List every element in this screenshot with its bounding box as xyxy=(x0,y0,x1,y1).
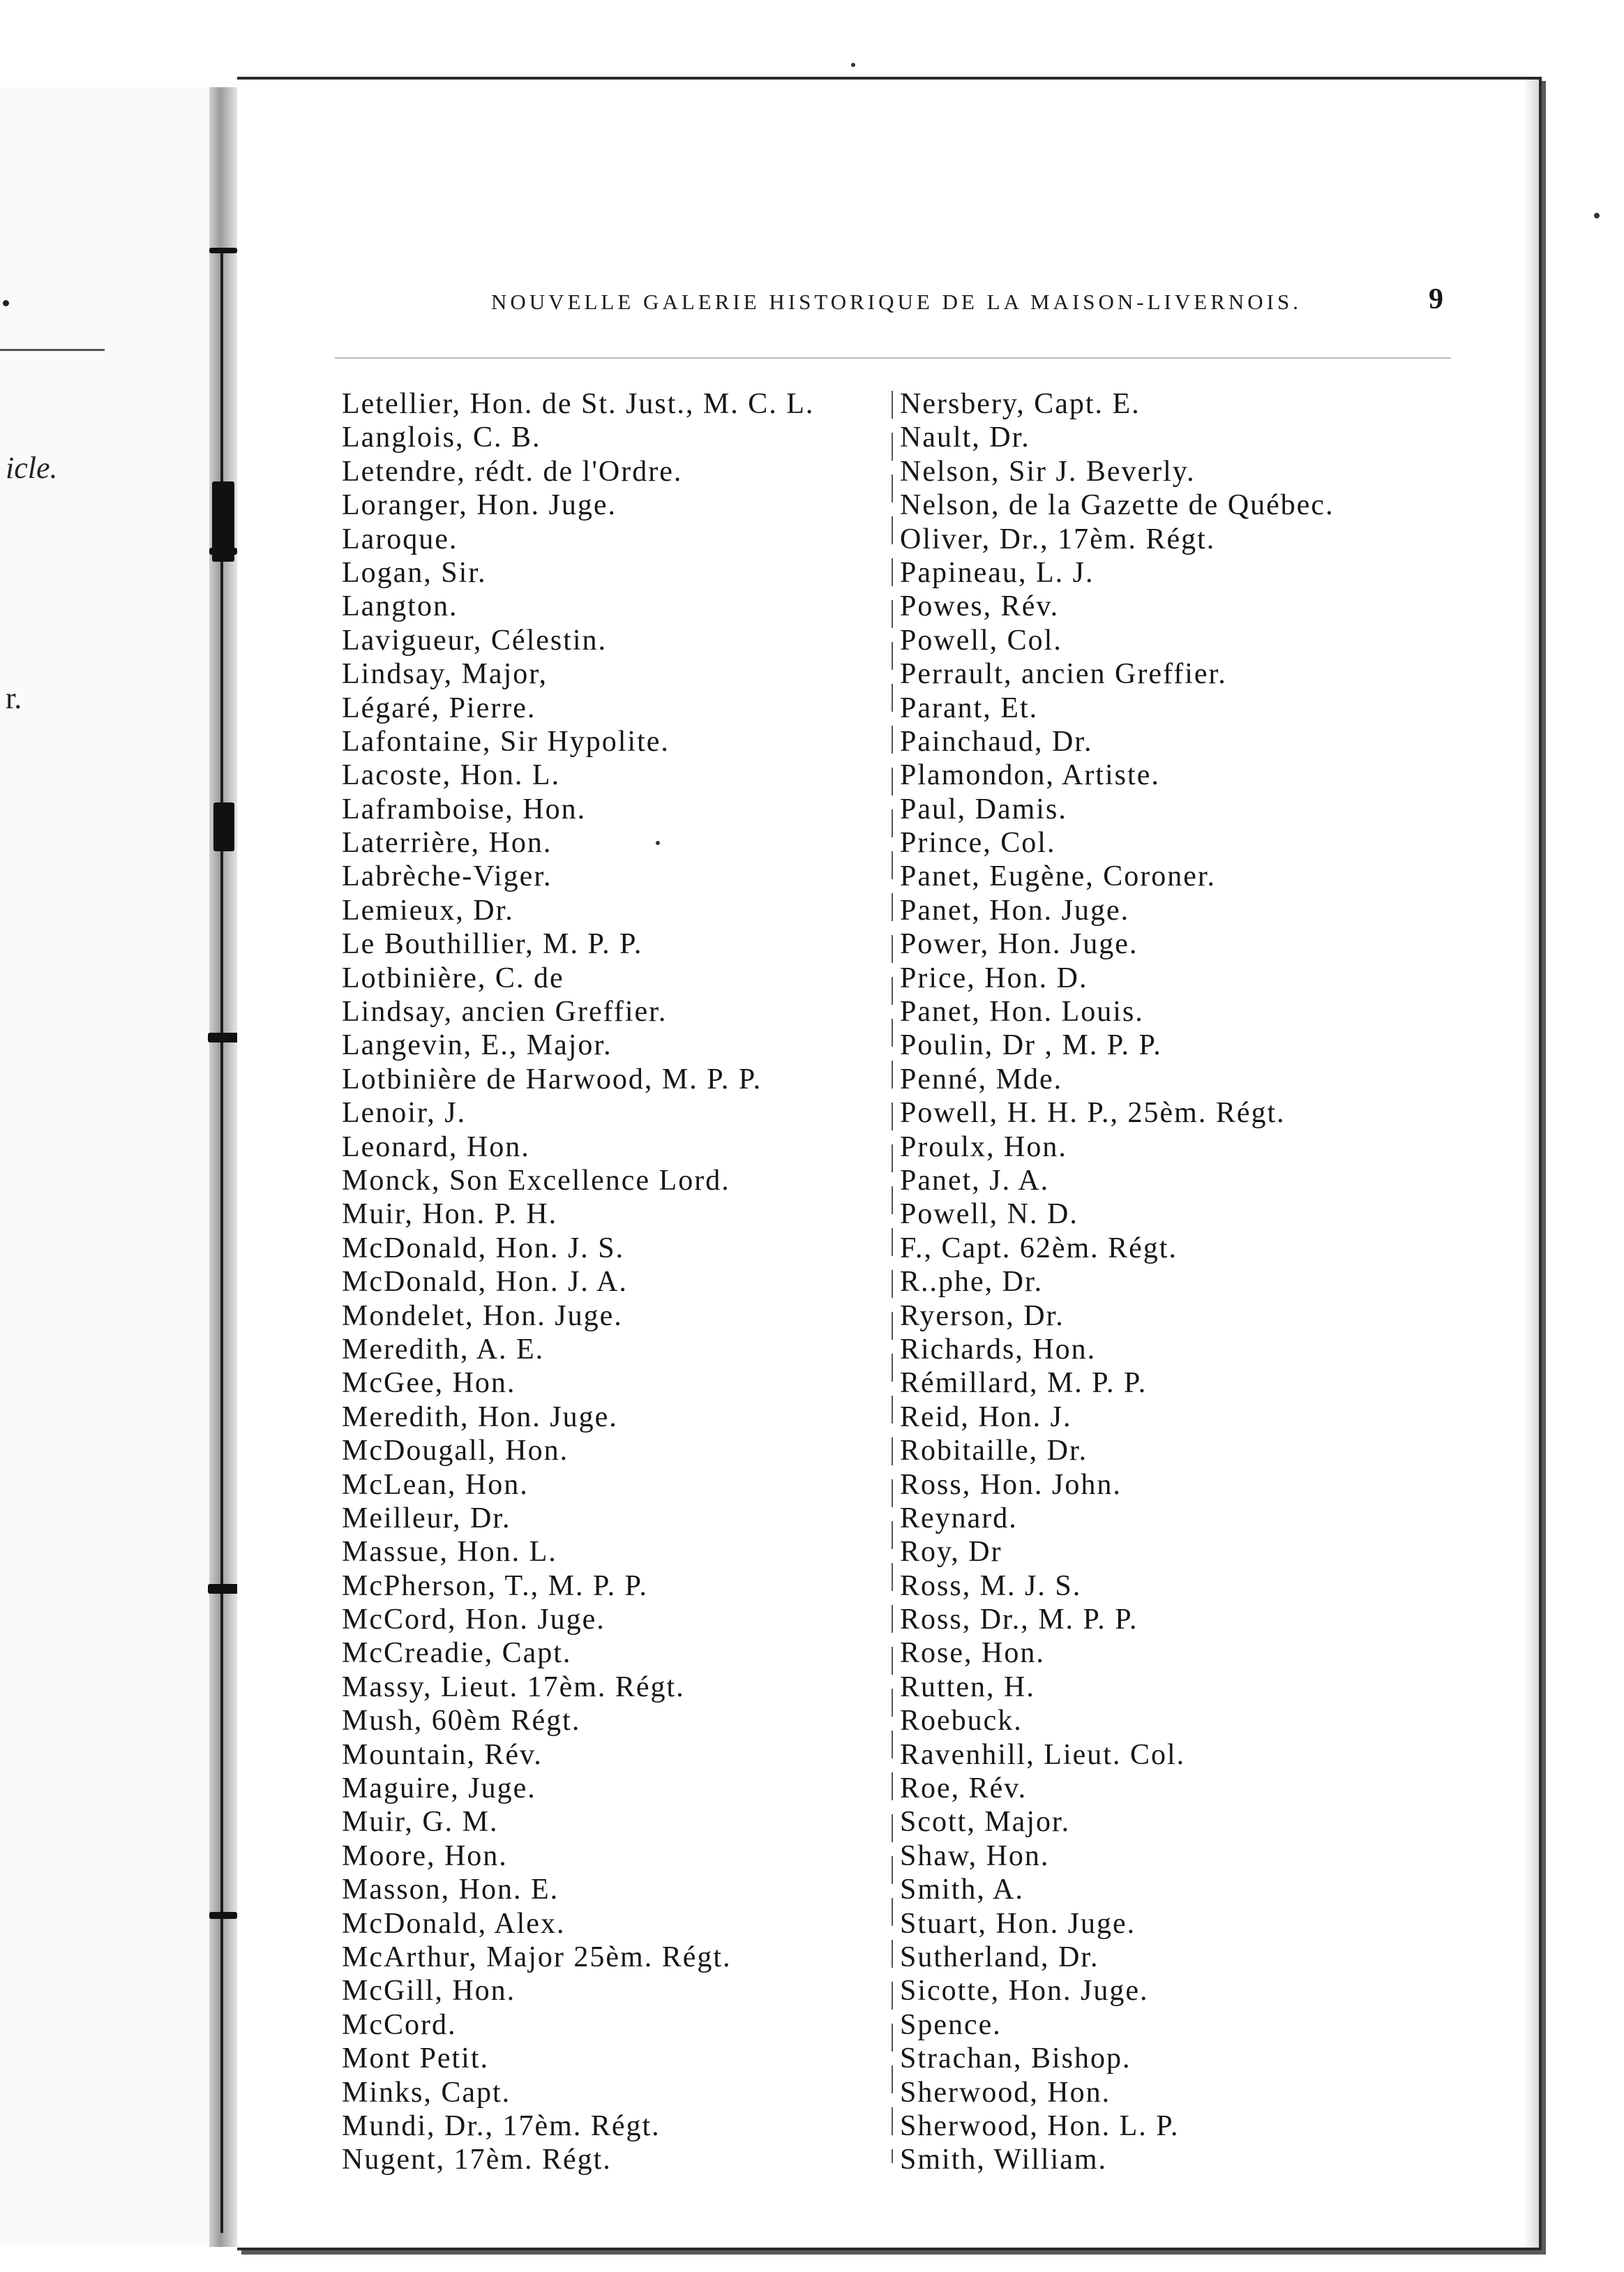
previous-page-mark xyxy=(3,300,9,306)
name-entry: Powell, N. D. xyxy=(900,1198,1078,1231)
name-entry: Parant, Et. xyxy=(900,692,1039,724)
binding-stitch xyxy=(208,1033,239,1042)
binding-stitch xyxy=(209,1912,237,1919)
name-entry: Powes, Rév. xyxy=(900,590,1060,623)
name-entry: Reid, Hon. J. xyxy=(900,1400,1072,1433)
name-entry: Rose, Hon. xyxy=(900,1637,1045,1670)
name-entry: Nault, Dr. xyxy=(900,421,1030,454)
name-entry: Panet, Hon. Juge. xyxy=(900,894,1130,927)
name-entry: Ravenhill, Lieut. Col. xyxy=(900,1738,1186,1771)
name-entry: McCreadie, Capt. xyxy=(342,1637,572,1670)
previous-page-fragment: icle. xyxy=(6,451,58,485)
name-entry: Power, Hon. Juge. xyxy=(900,928,1138,961)
name-entry: Rutten, H. xyxy=(900,1671,1035,1703)
book-gutter xyxy=(209,87,237,2247)
name-entry: Proulx, Hon. xyxy=(900,1130,1067,1163)
binding-stitch xyxy=(208,1584,239,1594)
name-entry: McCord. xyxy=(342,2008,457,2041)
name-entry: Meredith, A. E. xyxy=(342,1333,545,1366)
name-entry: Mush, 60èm Régt. xyxy=(342,1705,581,1737)
name-entry: Ross, Dr., M. P. P. xyxy=(900,1604,1138,1636)
name-entry: Robitaille, Dr. xyxy=(900,1435,1088,1467)
name-entry: Sicotte, Hon. Juge. xyxy=(900,1975,1149,2008)
name-entry: McGee, Hon. xyxy=(342,1367,516,1400)
previous-page-rule xyxy=(0,349,105,351)
name-entry: Lavigueur, Célestin. xyxy=(342,624,608,657)
name-entry: Loranger, Hon. Juge. xyxy=(342,489,617,522)
name-entry: Labrèche-Viger. xyxy=(342,860,552,893)
name-entry: Panet, J. A. xyxy=(900,1164,1050,1197)
name-entry: Painchaud, Dr. xyxy=(900,725,1093,758)
name-entry: Scott, Major. xyxy=(900,1806,1071,1839)
name-entry: R..phe, Dr. xyxy=(900,1266,1044,1299)
scan-speck xyxy=(656,841,660,845)
name-entry: Reynard. xyxy=(900,1502,1018,1534)
name-entry: McDonald, Hon. J. A. xyxy=(342,1266,628,1299)
name-entry: Ross, M. J. S. xyxy=(900,1569,1082,1602)
name-entry: Lotbinière de Harwood, M. P. P. xyxy=(342,1063,762,1096)
name-entry: Langton. xyxy=(342,590,458,623)
name-entry: Le Bouthillier, M. P. P. xyxy=(342,928,643,961)
name-entry: Leonard, Hon. xyxy=(342,1130,530,1163)
name-entry: Massy, Lieut. 17èm. Régt. xyxy=(342,1671,685,1703)
name-entry: Papineau, L. J. xyxy=(900,556,1095,589)
name-entry: Poulin, Dr , M. P. P. xyxy=(900,1029,1162,1062)
name-entry: Shaw, Hon. xyxy=(900,1839,1050,1872)
name-entry: Mondelet, Hon. Juge. xyxy=(342,1299,623,1332)
name-entry: Paul, Damis. xyxy=(900,793,1067,825)
name-entry: Roy, Dr xyxy=(900,1536,1002,1569)
scan-speck xyxy=(1594,213,1600,218)
name-list-left-column xyxy=(342,387,872,2177)
name-entry: Muir, Hon. P. H. xyxy=(342,1198,558,1231)
name-entry: McDougall, Hon. xyxy=(342,1435,569,1467)
binding-stitch xyxy=(209,248,237,253)
binding-stitch xyxy=(213,802,234,851)
name-entry: Rémillard, M. P. P. xyxy=(900,1367,1148,1400)
name-entry: Masson, Hon. E. xyxy=(342,1874,559,1906)
name-entry: Moore, Hon. xyxy=(342,1839,508,1872)
name-entry: Sherwood, Hon. xyxy=(900,2076,1111,2109)
name-entry: Nelson, de la Gazette de Québec. xyxy=(900,489,1334,522)
name-entry: Price, Hon. D. xyxy=(900,962,1088,994)
name-entry: McPherson, T., M. P. P. xyxy=(342,1569,648,1602)
name-entry: Massue, Hon. L. xyxy=(342,1536,557,1569)
name-entry: Letellier, Hon. de St. Just., M. C. L. xyxy=(342,388,815,420)
name-entry: Nelson, Sir J. Beverly. xyxy=(900,455,1196,488)
name-entry: Letendre, rédt. de l'Ordre. xyxy=(342,455,683,488)
name-entry: Mountain, Rév. xyxy=(342,1738,543,1771)
name-entry: McArthur, Major 25èm. Régt. xyxy=(342,1941,732,1973)
name-entry: Muir, G. M. xyxy=(342,1806,499,1839)
page-number: 9 xyxy=(1429,283,1443,315)
name-entry: Sutherland, Dr. xyxy=(900,1941,1099,1973)
name-entry: Powell, Col. xyxy=(900,624,1062,657)
name-entry: Oliver, Dr., 17èm. Régt. xyxy=(900,523,1216,555)
header-rule xyxy=(335,357,1451,359)
name-entry: McGill, Hon. xyxy=(342,1975,516,2008)
name-entry: Lotbinière, C. de xyxy=(342,962,564,994)
name-entry: Lenoir, J. xyxy=(342,1097,467,1130)
page-edge-shading xyxy=(1524,80,1539,2248)
name-entry: Laterrière, Hon. xyxy=(342,827,552,860)
name-entry: Nugent, 17èm. Régt. xyxy=(342,2144,612,2176)
name-entry: Powell, H. H. P., 25èm. Régt. xyxy=(900,1097,1286,1130)
name-entry: Langevin, E., Major. xyxy=(342,1029,612,1062)
scan-speck xyxy=(851,63,855,67)
name-entry: Roe, Rév. xyxy=(900,1772,1028,1805)
name-entry: Lindsay, Major, xyxy=(342,658,548,691)
previous-page-edge xyxy=(0,87,229,2247)
name-entry: Nersbery, Capt. E. xyxy=(900,388,1141,420)
name-entry: Spence. xyxy=(900,2008,1002,2041)
name-entry: Minks, Capt. xyxy=(342,2076,511,2109)
name-entry: Lindsay, ancien Greffier. xyxy=(342,996,668,1029)
name-entry: F., Capt. 62èm. Régt. xyxy=(900,1232,1178,1264)
name-entry: Mont Petit. xyxy=(342,2042,490,2075)
name-list-right-column xyxy=(900,387,1458,2177)
binding-stitch xyxy=(209,548,237,555)
name-entry: Lemieux, Dr. xyxy=(342,894,514,927)
name-entry: Prince, Col. xyxy=(900,827,1056,860)
name-entry: Penné, Mde. xyxy=(900,1063,1063,1096)
name-entry: Panet, Hon. Louis. xyxy=(900,996,1144,1029)
name-entry: Meredith, Hon. Juge. xyxy=(342,1400,618,1433)
name-entry: Sherwood, Hon. L. P. xyxy=(900,2109,1180,2142)
name-entry: Smith, A. xyxy=(900,1874,1024,1906)
name-entry: Roebuck. xyxy=(900,1705,1023,1737)
name-entry: Ross, Hon. John. xyxy=(900,1468,1122,1501)
name-entry: Légaré, Pierre. xyxy=(342,692,536,724)
previous-page-fragment: r. xyxy=(6,681,22,715)
name-entry: Perrault, ancien Greffier. xyxy=(900,658,1227,691)
name-entry: Strachan, Bishop. xyxy=(900,2042,1131,2075)
name-entry: Stuart, Hon. Juge. xyxy=(900,1907,1136,1940)
name-entry: Logan, Sir. xyxy=(342,556,487,589)
name-entry: Lafontaine, Sir Hypolite. xyxy=(342,725,670,758)
name-entry: Laroque. xyxy=(342,523,458,555)
name-entry: McDonald, Alex. xyxy=(342,1907,566,1940)
column-divider xyxy=(892,391,893,2163)
name-entry: Laframboise, Hon. xyxy=(342,793,587,825)
name-entry: Plamondon, Artiste. xyxy=(900,759,1160,792)
name-entry: Panet, Eugène, Coroner. xyxy=(900,860,1217,893)
name-entry: Smith, William. xyxy=(900,2144,1108,2176)
name-entry: McCord, Hon. Juge. xyxy=(342,1604,606,1636)
name-entry: Monck, Son Excellence Lord. xyxy=(342,1164,730,1197)
name-entry: Richards, Hon. xyxy=(900,1333,1097,1366)
name-entry: Lacoste, Hon. L. xyxy=(342,759,561,792)
name-entry: McDonald, Hon. J. S. xyxy=(342,1232,625,1264)
name-entry: Langlois, C. B. xyxy=(342,421,541,454)
name-entry: McLean, Hon. xyxy=(342,1468,529,1501)
name-entry: Maguire, Juge. xyxy=(342,1772,536,1805)
running-title: NOUVELLE GALERIE HISTORIQUE DE LA MAISON-LIVERNOIS. xyxy=(491,290,1302,314)
name-entry: Meilleur, Dr. xyxy=(342,1502,511,1534)
name-entry: Ryerson, Dr. xyxy=(900,1299,1065,1332)
name-entry: Mundi, Dr., 17èm. Régt. xyxy=(342,2109,661,2142)
